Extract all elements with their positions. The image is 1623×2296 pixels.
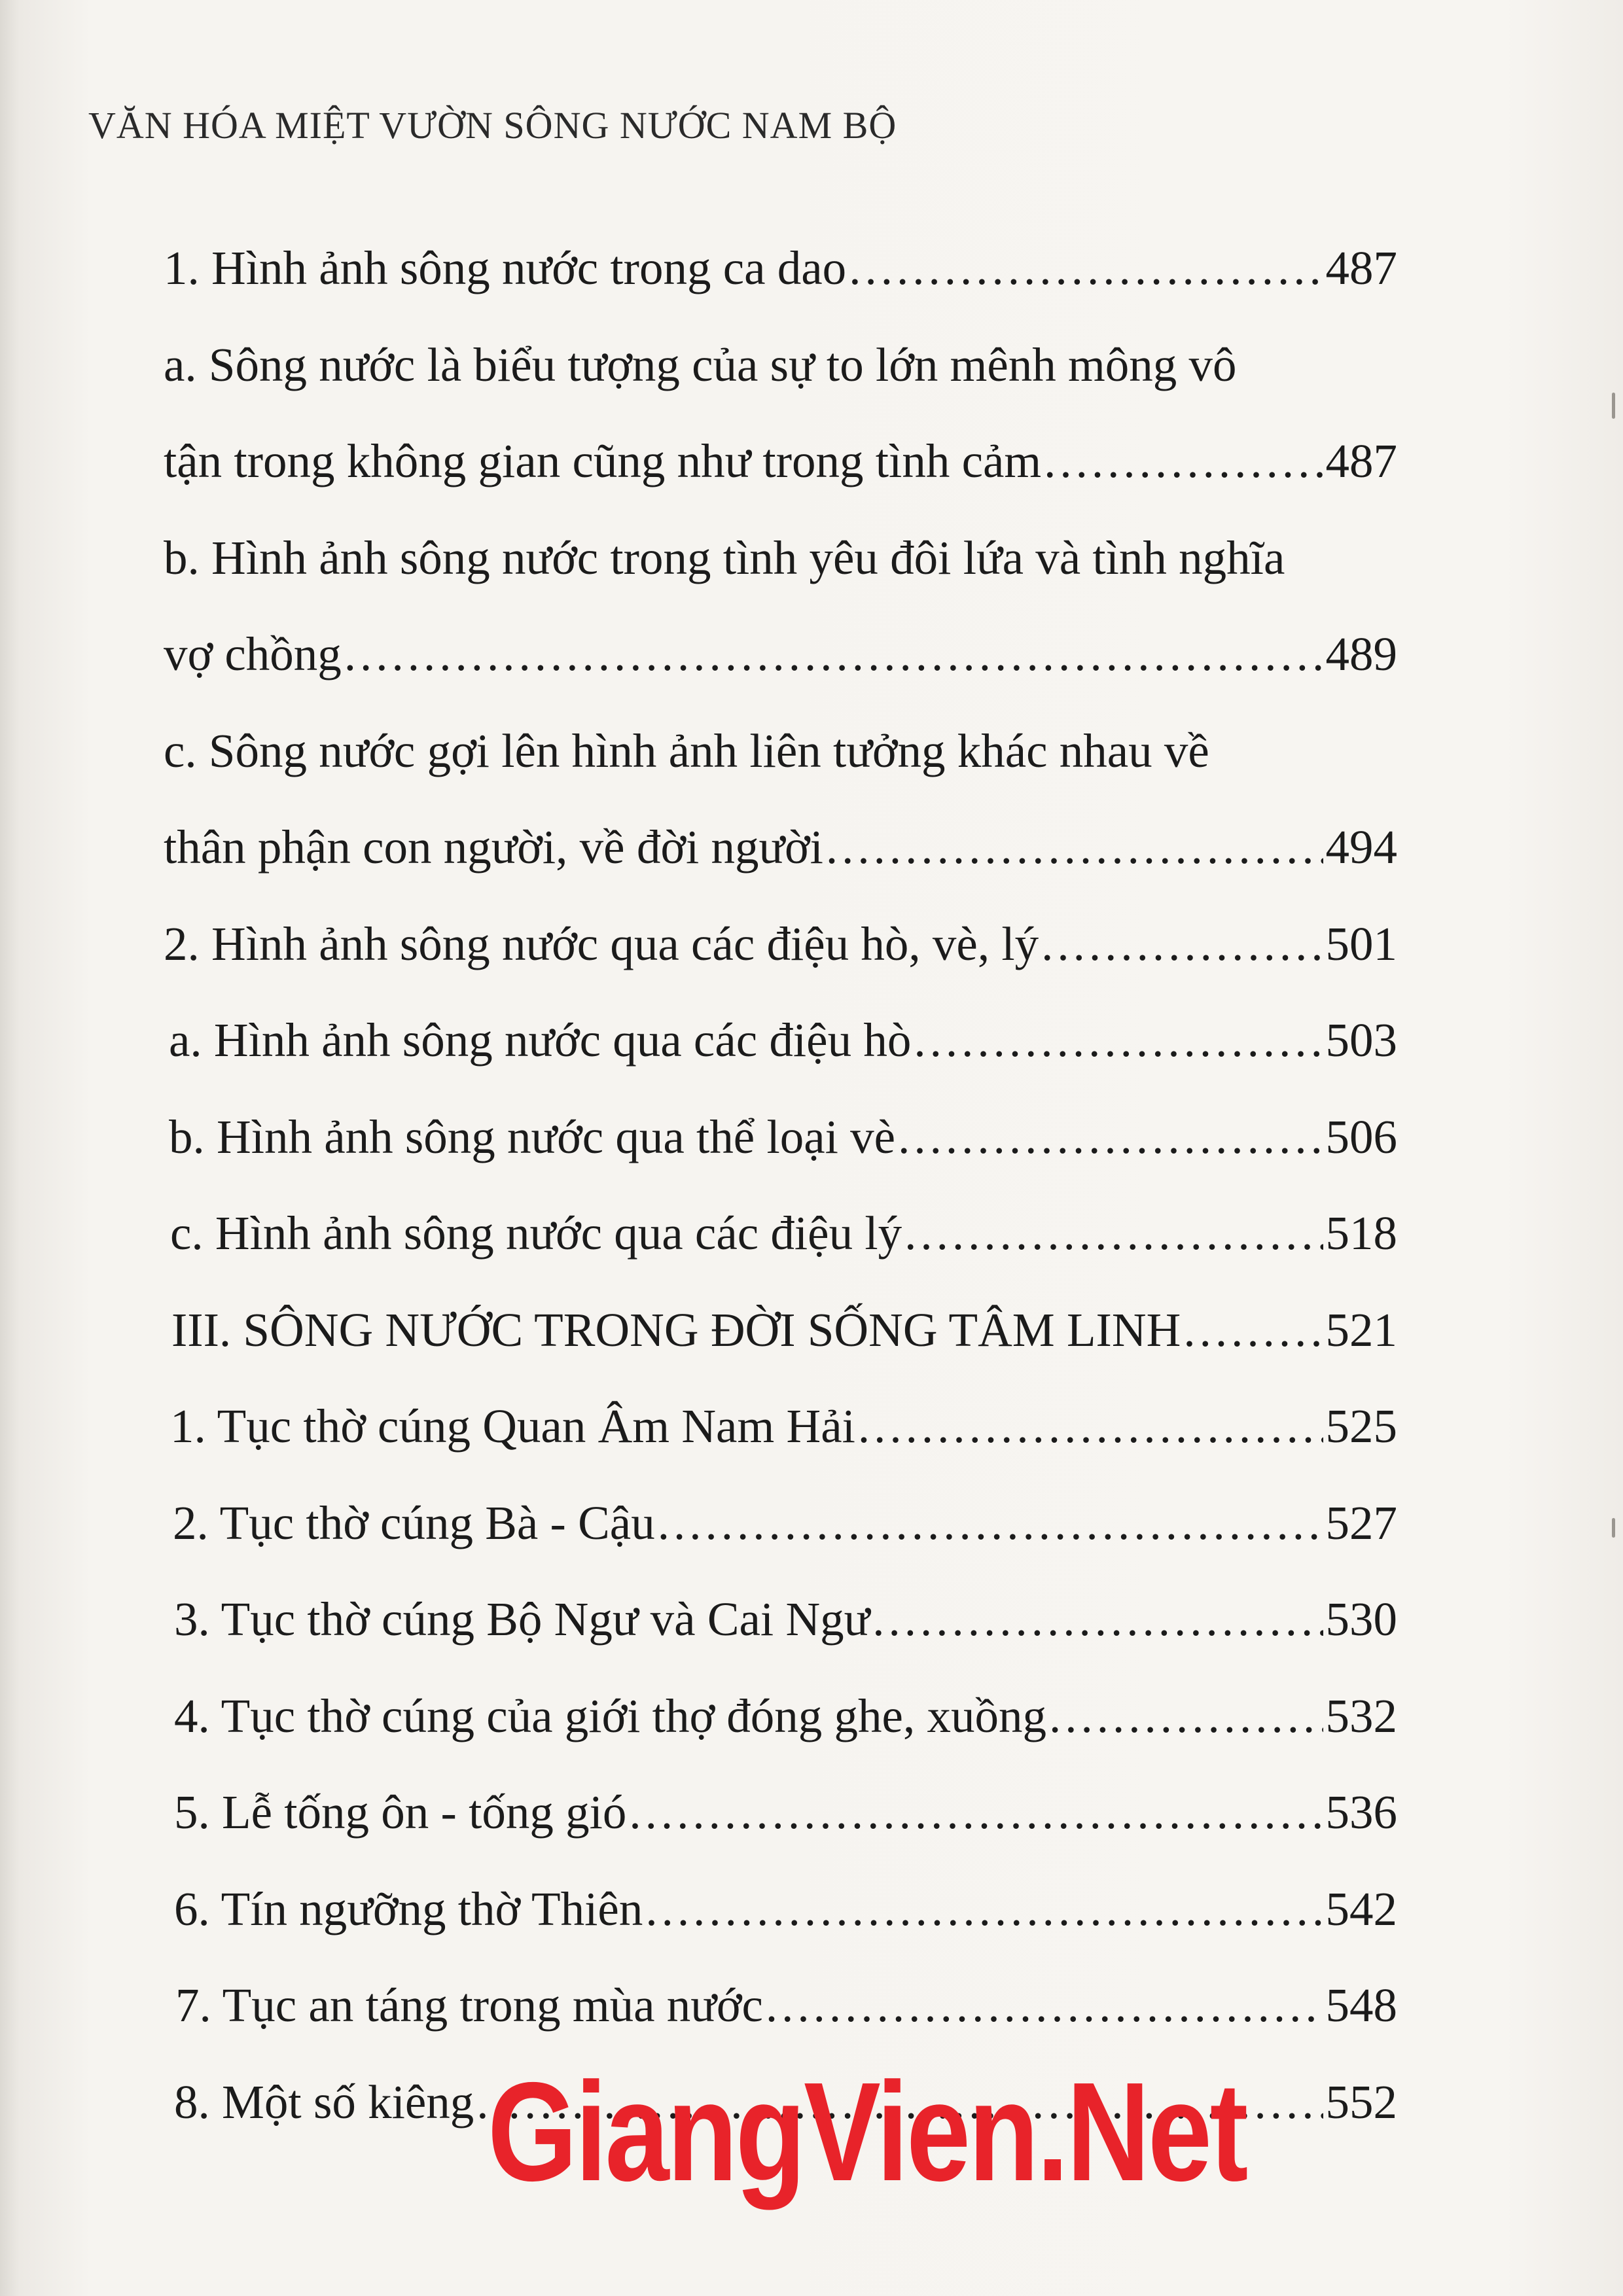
dot-leader (1049, 1687, 1323, 1746)
toc-entry-title: 6. Tín ngưỡng thờ Thiên (174, 1882, 643, 1935)
toc-entry (174, 1687, 1397, 1746)
dot-leader (914, 1011, 1323, 1070)
toc-entry-title: 4. Tục thờ cúng của giới thợ đóng ghe, xuồng (174, 1689, 1046, 1742)
toc-entry (171, 1301, 1397, 1360)
toc-entry-title: 1. Tục thờ cúng Quan Âm Nam Hải (170, 1400, 855, 1453)
toc-entry (170, 1397, 1397, 1456)
toc-entry (164, 915, 1397, 974)
toc-entry-title: 3. Tục thờ cúng Bộ Ngư và Cai Ngư (174, 1593, 870, 1646)
toc-entry-title: b. Hình ảnh sông nước qua thể loại vè (169, 1110, 896, 1163)
dot-leader (898, 1108, 1323, 1167)
toc-entry-title: c. Sông nước gợi lên hình ảnh liên tưởng khác nhau về (164, 724, 1209, 777)
toc-page-number: 525 (1325, 1400, 1397, 1453)
toc-entry-title: b. Hình ảnh sông nước trong tình yêu đôi lứa và tình nghĩa (164, 531, 1285, 584)
dot-leader (872, 1590, 1323, 1649)
toc-entry (164, 818, 1397, 877)
toc-entry (169, 1108, 1397, 1167)
toc-entry (164, 625, 1397, 684)
toc-page-number: 501 (1325, 917, 1397, 970)
toc-page-number: 532 (1325, 1689, 1397, 1742)
toc-entry (169, 1011, 1397, 1070)
toc-page-number: 489 (1325, 627, 1397, 680)
toc-entry (174, 1590, 1397, 1649)
toc-entry-title: tận trong không gian cũng như trong tình cảm (164, 434, 1042, 487)
dot-leader (629, 1783, 1323, 1842)
toc-entry-title: III. SÔNG NƯỚC TRONG ĐỜI SỐNG TÂM LINH (171, 1303, 1181, 1356)
dot-leader (1044, 432, 1323, 491)
toc-entry (173, 1494, 1397, 1553)
dot-leader (1183, 1301, 1323, 1360)
toc-entry-title: 2. Hình ảnh sông nước qua các điệu hò, vè, lý (164, 917, 1039, 970)
toc-page-number: 487 (1325, 434, 1397, 487)
toc-entry (174, 1880, 1397, 1939)
toc-page-number: 487 (1325, 241, 1397, 294)
toc-entry (164, 432, 1397, 491)
dot-leader (344, 625, 1323, 684)
toc-entry-title: 7. Tục an táng trong mùa nước (175, 1979, 763, 2032)
toc-entry-title: vợ chồng (164, 627, 342, 680)
toc-entry-title: 8. Một số kiêng (174, 2075, 474, 2128)
toc-entry-title: c. Hình ảnh sông nước qua các điệu lý (170, 1207, 902, 1260)
dot-leader (826, 818, 1323, 877)
dot-leader (849, 239, 1323, 298)
toc-page-number: 530 (1325, 1593, 1397, 1646)
toc-entry-title: 5. Lễ tống ôn - tống gió (174, 1786, 627, 1839)
dot-leader (904, 1204, 1323, 1263)
toc-page-number: 494 (1325, 821, 1397, 874)
toc-page-number: 521 (1325, 1303, 1397, 1356)
toc-page-number: 506 (1325, 1110, 1397, 1163)
toc-entry (175, 1976, 1397, 2035)
toc-page-number: 548 (1325, 1979, 1397, 2032)
dot-leader (645, 1880, 1323, 1939)
toc-page-number: 542 (1325, 1882, 1397, 1935)
dot-leader (1041, 915, 1323, 974)
dot-leader (766, 1976, 1323, 2035)
dot-leader (858, 1397, 1323, 1456)
dot-leader (658, 1494, 1323, 1553)
toc-page-number: 536 (1325, 1786, 1397, 1839)
toc-entry-title: thân phận con người, về đời người (164, 821, 823, 874)
page-edge-mark (1612, 393, 1615, 419)
toc-page-number: 552 (1325, 2075, 1397, 2128)
toc-entry-title: a. Sông nước là biểu tượng của sự to lớn mênh mông vô (164, 338, 1237, 391)
toc-entry (164, 239, 1397, 298)
running-header: VĂN HÓA MIỆT VƯỜN SÔNG NƯỚC NAM BỘ (88, 104, 897, 147)
toc-entry-title: 2. Tục thờ cúng Bà - Cậu (173, 1496, 655, 1549)
toc-page-number: 503 (1325, 1014, 1397, 1067)
toc-entry (170, 1204, 1397, 1263)
page-edge-mark (1612, 1518, 1615, 1538)
toc-entry-title: 1. Hình ảnh sông nước trong ca dao (164, 241, 847, 294)
toc-page-number: 527 (1325, 1496, 1397, 1549)
watermark-logo: GiangVien.Net (488, 2053, 1247, 2210)
toc-entry (174, 1783, 1397, 1842)
toc-entry-title: a. Hình ảnh sông nước qua các điệu hò (169, 1014, 912, 1067)
toc-page-number: 518 (1325, 1207, 1397, 1260)
